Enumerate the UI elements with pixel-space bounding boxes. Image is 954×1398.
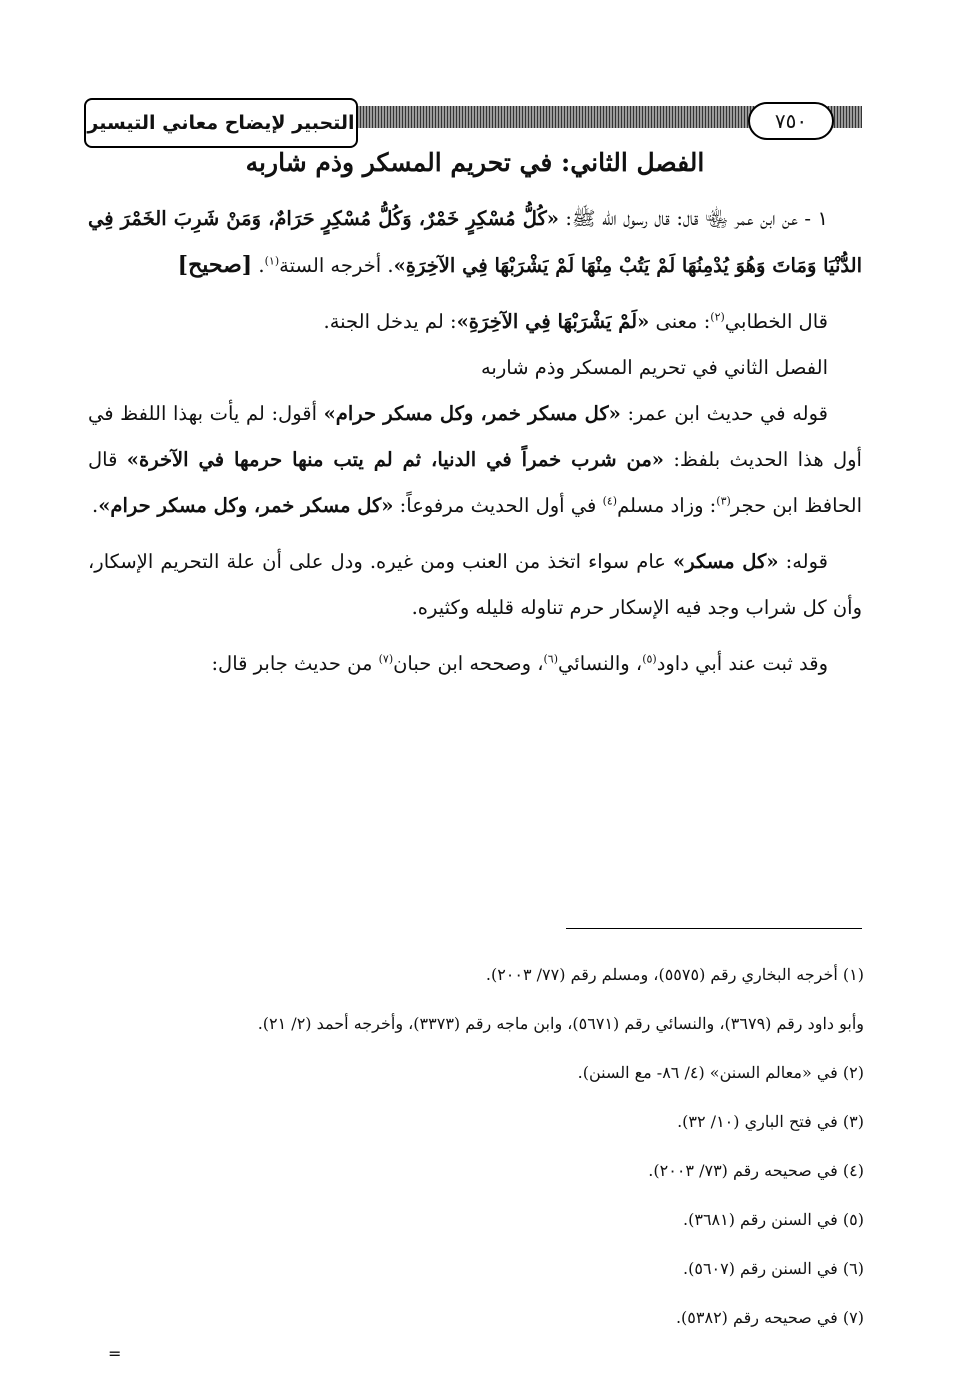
hadith-grade: [صحيح]	[177, 252, 253, 278]
c1-quote3: «كل مسكر خمر، وكل مسكر حرام»	[98, 494, 394, 517]
footnote-ref-3[interactable]: (٣)	[716, 494, 731, 508]
section-repeat: الفصل الثاني في تحريم المسكر وذم شاربه	[480, 356, 828, 379]
c1-d: : وزاد مسلم	[617, 494, 717, 517]
c1-e: في أول الحديث مرفوعاً:	[393, 494, 603, 517]
footnotes	[130, 958, 864, 1350]
khattabi-post: : لم يدخل الجنة.	[323, 310, 457, 333]
khattabi-paragraph	[88, 299, 862, 345]
footnote-ref-4[interactable]: (٤)	[602, 494, 618, 508]
page-number: ٧٥٠	[748, 102, 834, 140]
c2-quote: «كل مسكر»	[673, 550, 779, 573]
commentary-paragraph-1	[88, 391, 862, 529]
footnote: (٥) في السنن رقم (٣٦٨١).	[683, 1210, 864, 1229]
c1-b: أقول: لم يأت بهذا اللفظ في أول هذا الحديث بلفظ:	[88, 402, 862, 471]
footnote-ref-7[interactable]: (٧)	[378, 652, 394, 666]
khattabi-mid: : معنى	[649, 310, 711, 333]
c1-f: .	[92, 494, 99, 517]
c3-d: من حديث جابر قال:	[211, 652, 379, 675]
footnote: (٣) في فتح الباري (١٠/ ٣٢).	[677, 1112, 864, 1131]
book-title: التحبير لإيضاح معاني التيسير	[84, 98, 358, 148]
footnote: (١) أخرجه البخاري رقم (٥٥٧٥)، ومسلم رقم (٧٧/ ٢٠٠٣).	[485, 965, 864, 984]
footnote-ref-2[interactable]: (٢)	[710, 310, 725, 324]
hadith-matn: «كُلُّ مُسْكِرٍ خَمْرٌ، وَكُلُّ مُسْكِرٍ حَرَامٌ، وَمَنْ شَرِبَ الخَمْرَ فِي الدُّنْيَا وَمَاتَ وَهُوَ يُدْمِنُهَا لَمْ يَتُبْ مِنْهَا لَمْ يَشْرَبْهَا فِي الآخِرَةِ»	[88, 207, 862, 277]
footnote: وأبو داود رقم (٣٦٧٩)، والنسائي رقم (٥٦٧١)، وابن ماجه رقم (٣٣٧٣)، وأخرجه أحمد (٢/ ٢١).	[257, 1014, 864, 1033]
footnote-ref-6[interactable]: (٦)	[543, 652, 559, 666]
c3-b: ، والنسائي	[558, 652, 643, 675]
footnote: (٧) في صحيحه رقم (٥٣٨٢).	[675, 1308, 864, 1327]
commentary-paragraph-2	[88, 539, 862, 631]
khattabi-quote: «لَمْ يَشْرَبْهَا فِي الآخِرَةِ»	[456, 310, 650, 333]
hadith-paragraph: ١ - عن ابن عمر ﵄ قال: قال رسول الله ﷺ: «كُلُّ مُسْكِرٍ خَمْرٌ، وَكُلُّ مُسْكِرٍ حَرَامٌ، وَمَنْ شَرِبَ الخَمْرَ فِي الدُّنْيَا وَمَاتَ وَهُوَ يُدْمِنُهَا لَمْ يَتُبْ مِنْهَا لَمْ يَشْرَبْهَا فِي الآخِرَةِ». أخرجه الستة$^{(١)}$. [صحيح]	[88, 207, 862, 278]
c1-quote2: «من شرب خمراً في الدنيا، ثم لم يتب منها حرمها في الآخرة»	[126, 448, 664, 471]
hadith-intro: ١ - عن ابن عمر ﵄ قال: قال رسول الله ﷺ:	[558, 207, 828, 230]
c1-quote1: «كل مسكر خمر، وكل مسكر حرام»	[323, 402, 621, 425]
page-header	[84, 98, 862, 150]
footnote-ref-1[interactable]: (١)	[264, 254, 280, 268]
c1-a: قوله في حديث ابن عمر:	[620, 402, 828, 425]
footnote-divider	[566, 928, 862, 929]
hadith-takhrij: . أخرجه الستة	[279, 254, 394, 277]
footnote: (٦) في السنن رقم (٥٦٠٧).	[683, 1259, 864, 1278]
commentary-paragraph-3	[88, 641, 862, 687]
footnote-ref-5[interactable]: (٥)	[642, 652, 657, 666]
c3-a: وقد ثبت عند أبي داود	[656, 652, 828, 675]
c2-b: عام سواء اتخذ من العنب ومن غيره. ودل على أن علة التحريم الإسكار، وأن كل شراب وجد فيه الإسكار حرم تناوله قليله وكثيره.	[88, 550, 862, 619]
continuation-mark: =	[108, 1344, 122, 1363]
c3-c: ، وصححه ابن حبان	[393, 652, 544, 675]
footnote: (٢) في «معالم السنن» (٤/ ٨٦- مع السنن).	[577, 1063, 864, 1082]
c1-c: قال الحافظ ابن حجر	[88, 448, 862, 517]
c2-a: قوله:	[778, 550, 828, 573]
chapter-title: الفصل الثاني: في تحريم المسكر وذم شاربه	[245, 148, 705, 177]
main-text	[88, 146, 862, 687]
khattabi-pre: قال الخطابي	[724, 310, 828, 333]
footnote: (٤) في صحيحه رقم (٧٣/ ٢٠٠٣).	[648, 1161, 864, 1180]
